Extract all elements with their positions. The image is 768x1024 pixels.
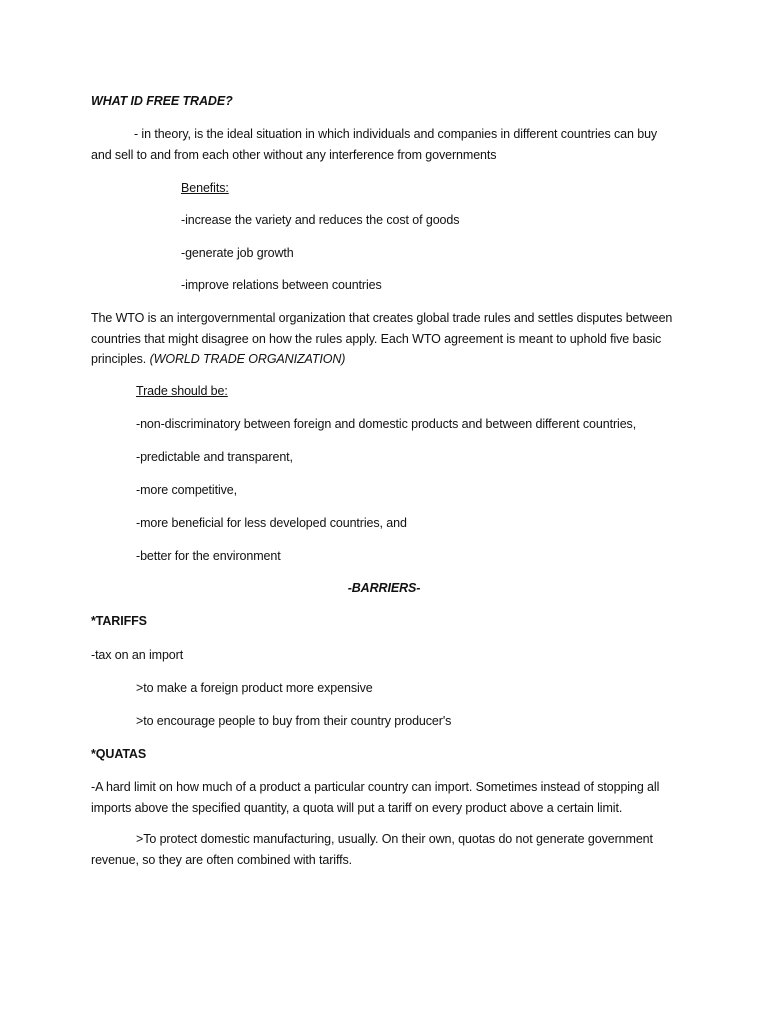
benefit-item: -generate job growth [181, 246, 294, 260]
benefits-title: Benefits: [181, 181, 229, 195]
wto-text: The WTO is an intergovernmental organization that creates global trade rules and settles disputes between countries that might disagree on how the rules apply. Each WTO agreement is meant to uphold five basic principles. [91, 311, 673, 366]
free-trade-definition: - in theory, is the ideal situation in which individuals and companies in different countries can buy and sell to and from each other without any interference from governments [91, 127, 658, 162]
principle-item: -better for the environment [136, 549, 281, 563]
tariffs-definition: -tax on an import [91, 648, 184, 662]
quotas-title: *QUATAS [91, 747, 147, 761]
principles-title: Trade should be: [136, 384, 228, 398]
tariffs-point: >to make a foreign product more expensive [136, 681, 373, 695]
page-title: WHAT ID FREE TRADE? [91, 94, 233, 108]
quotas-point: >To protect domestic manufacturing, usually. On their own, quotas do not generate government revenue, so they are often combined with tariffs. [91, 832, 653, 867]
wto-note: (WORLD TRADE ORGANIZATION) [149, 352, 346, 366]
benefit-item: -improve relations between countries [181, 278, 382, 292]
principle-item: -predictable and transparent, [136, 450, 293, 464]
barriers-heading: -BARRIERS- [347, 581, 421, 595]
quotas-definition: -A hard limit on how much of a product a particular country can import. Sometimes instead of stopping all imports above the specified quantity, a quota will put a tariff on every product above a certain limit. [91, 780, 660, 815]
principle-item: -non-discriminatory between foreign and domestic products and between different countries, [136, 417, 637, 431]
principle-item: -more beneficial for less developed countries, and [136, 516, 407, 530]
benefit-item: -increase the variety and reduces the cost of goods [181, 213, 460, 227]
tariffs-title: *TARIFFS [91, 614, 147, 628]
tariffs-point: >to encourage people to buy from their country producer's [136, 714, 452, 728]
wto-paragraph [91, 308, 689, 370]
principle-item: -more competitive, [136, 483, 238, 497]
